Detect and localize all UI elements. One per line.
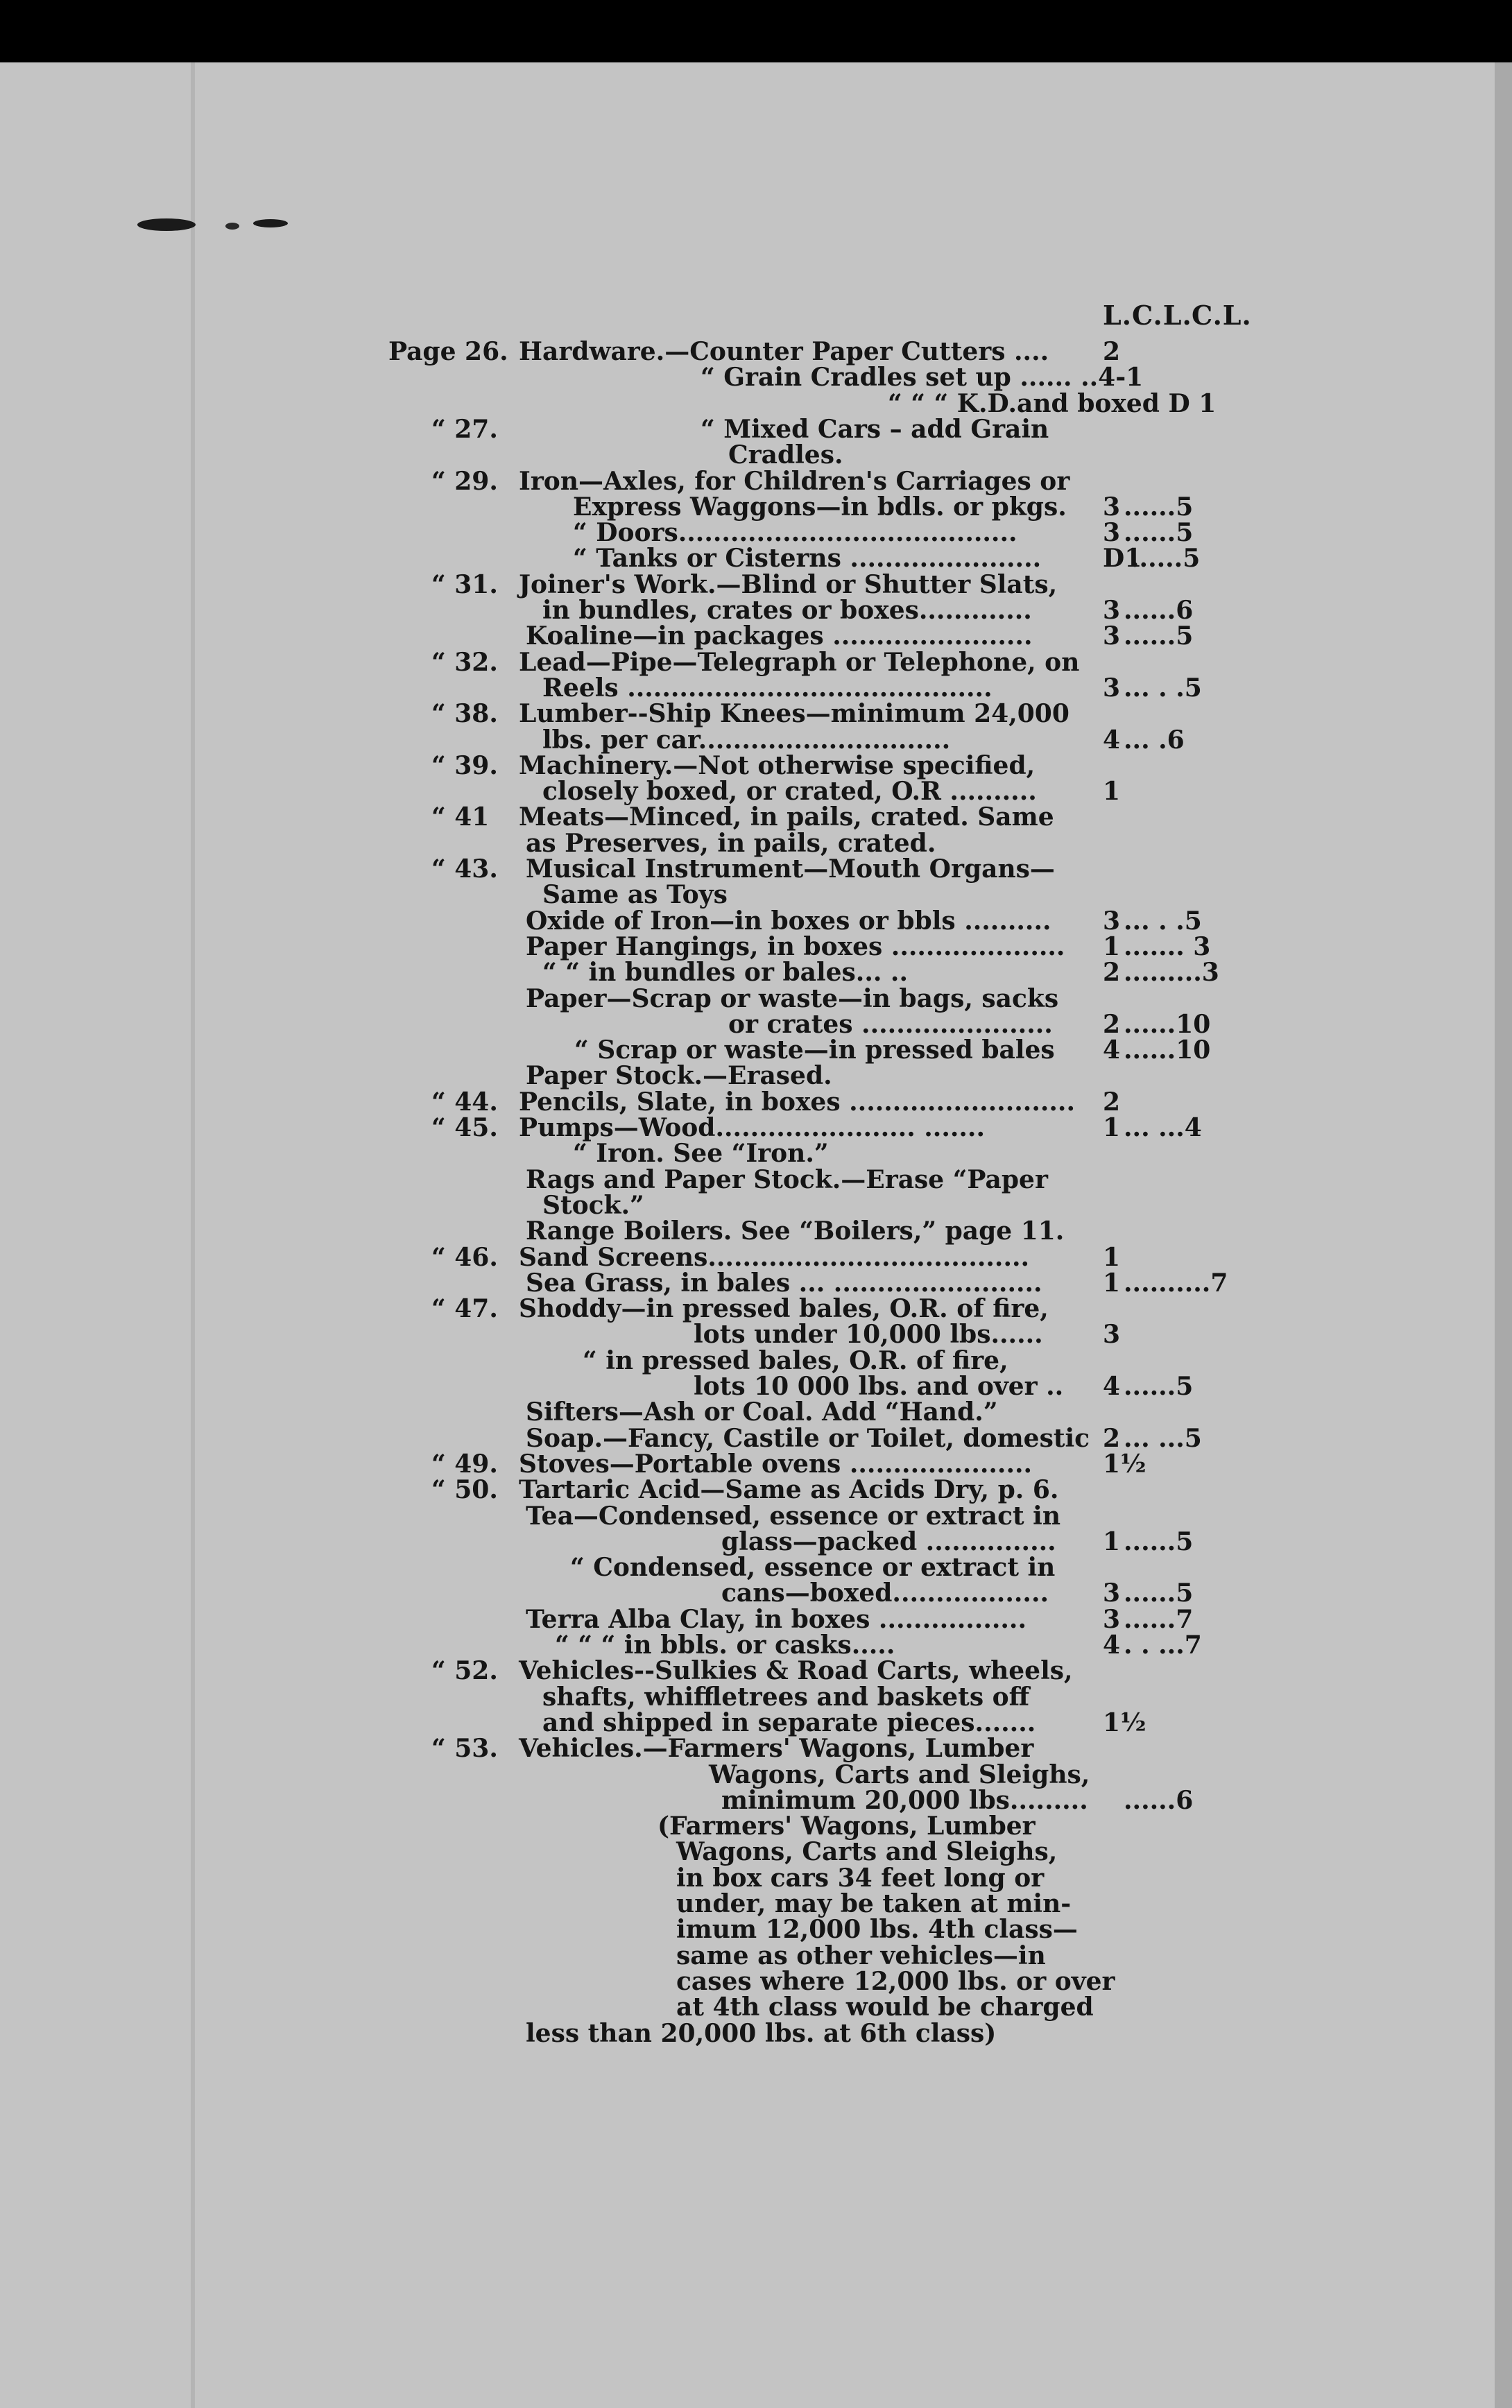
lcl-class-value: 3 bbox=[1103, 621, 1121, 651]
item-description: “ “ in bundles or bales... .. bbox=[542, 958, 908, 987]
item-description: (Farmers' Wagons, Lumber bbox=[658, 1812, 1036, 1841]
tariff-row bbox=[0, 1399, 1512, 1425]
tariff-row bbox=[0, 2020, 1512, 2047]
lcl-class-value: 1 bbox=[1103, 1113, 1121, 1142]
item-description: Wagons, Carts and Sleighs, bbox=[709, 1760, 1090, 1789]
tariff-row bbox=[0, 675, 1512, 701]
tariff-row bbox=[0, 804, 1512, 830]
item-description: Lead—Pipe—Telegraph or Telephone, on bbox=[519, 648, 1080, 677]
cl-class-value: ... ...5 bbox=[1124, 1424, 1202, 1453]
item-description: Paper Stock.—Erased. bbox=[526, 1061, 832, 1090]
cl-class-value: ......7 bbox=[1124, 1605, 1194, 1634]
tariff-row bbox=[0, 1580, 1512, 1606]
item-description: Vehicles.—Farmers' Wagons, Lumber bbox=[519, 1734, 1034, 1763]
cl-class-value: ......5 bbox=[1124, 621, 1194, 651]
tariff-row bbox=[0, 1865, 1512, 1891]
item-description: “ Tanks or Cisterns ...................... bbox=[573, 544, 1042, 573]
cl-class-value: ......10 bbox=[1124, 1035, 1211, 1065]
tariff-row bbox=[0, 986, 1512, 1012]
tariff-row bbox=[0, 364, 1512, 390]
item-description: lots under 10,000 lbs...... bbox=[694, 1320, 1043, 1349]
tariff-row bbox=[0, 934, 1512, 960]
tariff-row bbox=[0, 1839, 1512, 1865]
page-reference: “ 39. bbox=[431, 751, 498, 780]
item-description: Pencils, Slate, in boxes .......................... bbox=[519, 1087, 1075, 1117]
page-reference: “ 45. bbox=[431, 1113, 498, 1142]
lcl-class-value: 3 bbox=[1103, 673, 1121, 703]
item-description: or crates ...................... bbox=[728, 1010, 1053, 1039]
item-description: “ “ “ in bbls. or casks..... bbox=[555, 1631, 895, 1660]
item-description: Tartaric Acid—Same as Acids Dry, p. 6. bbox=[519, 1475, 1059, 1504]
tariff-row bbox=[0, 1425, 1512, 1452]
tariff-row bbox=[0, 959, 1512, 986]
tariff-row bbox=[0, 338, 1512, 365]
item-description: Paper Hangings, in boxes .................... bbox=[526, 932, 1065, 961]
cl-class-value: ... .6 bbox=[1124, 725, 1185, 755]
item-description: Vehicles--Sulkies & Road Carts, wheels, bbox=[519, 1656, 1073, 1685]
item-description: imum 12,000 lbs. 4th class— bbox=[676, 1915, 1078, 1944]
page-reference: “ 32. bbox=[431, 648, 498, 677]
tariff-row bbox=[0, 416, 1512, 442]
tariff-row bbox=[0, 1710, 1512, 1736]
cl-class-value: ......6 bbox=[1124, 596, 1194, 625]
lcl-class-value: 1½ bbox=[1103, 1450, 1146, 1479]
tariff-row bbox=[0, 1192, 1512, 1219]
cl-class-value: ... . .5 bbox=[1124, 906, 1202, 936]
tariff-row bbox=[0, 1735, 1512, 1762]
item-description: Shoddy—in pressed bales, O.R. of fire, bbox=[519, 1294, 1049, 1323]
item-description: lots 10 000 lbs. and over .. bbox=[694, 1372, 1064, 1401]
page-reference: “ 27. bbox=[431, 415, 498, 444]
tariff-row bbox=[0, 1606, 1512, 1633]
tariff-row bbox=[0, 1503, 1512, 1529]
item-description: Koaline—in packages ....................... bbox=[526, 621, 1033, 651]
lcl-class-value: 2 bbox=[1103, 1424, 1121, 1453]
item-description: Range Boilers. See “Boilers,” page 11. bbox=[526, 1216, 1065, 1246]
item-description: “ in pressed bales, O.R. of fire, bbox=[583, 1346, 1008, 1375]
tariff-row bbox=[0, 1373, 1512, 1400]
column-header-lcl: L.C.L. bbox=[1103, 300, 1192, 331]
tariff-row bbox=[0, 882, 1512, 908]
item-description: minimum 20,000 lbs......... bbox=[721, 1786, 1088, 1815]
lcl-class-value: D1 bbox=[1103, 544, 1142, 573]
item-description: Express Waggons—in bdls. or pkgs. bbox=[573, 492, 1067, 522]
item-description: Stock.” bbox=[542, 1191, 644, 1220]
lcl-class-value: 3 bbox=[1103, 1579, 1121, 1608]
lcl-class-value: 3 bbox=[1103, 492, 1121, 522]
page-reference: “ 50. bbox=[431, 1475, 498, 1504]
lcl-class-value: 3 bbox=[1103, 906, 1121, 936]
lcl-class-value: 4 bbox=[1103, 1035, 1121, 1065]
lcl-class-value: 1 bbox=[1103, 777, 1121, 806]
item-description: cases where 12,000 lbs. or over bbox=[676, 1967, 1115, 1996]
tariff-row bbox=[0, 545, 1512, 571]
tariff-row bbox=[0, 1270, 1512, 1296]
lcl-class-value: 1½ bbox=[1103, 1708, 1146, 1737]
item-description: “ Iron. See “Iron.” bbox=[573, 1139, 829, 1168]
tariff-row bbox=[0, 519, 1512, 546]
item-description: Reels .......................................... bbox=[542, 673, 993, 703]
item-description: Musical Instrument—Mouth Organs— bbox=[526, 854, 1055, 884]
item-description: closely boxed, or crated, O.R .......... bbox=[542, 777, 1037, 806]
tariff-row bbox=[0, 1916, 1512, 1943]
tariff-row bbox=[0, 752, 1512, 779]
tariff-row bbox=[0, 1658, 1512, 1684]
tariff-row bbox=[0, 1943, 1512, 1969]
tariff-row bbox=[0, 1167, 1512, 1193]
item-description: Stoves—Portable ovens ..................... bbox=[519, 1450, 1033, 1479]
tariff-row bbox=[0, 778, 1512, 805]
tariff-row bbox=[0, 1089, 1512, 1115]
page-reference: “ 52. bbox=[431, 1656, 498, 1685]
lcl-class-value: 2 bbox=[1103, 1010, 1121, 1039]
item-description: lbs. per car............................. bbox=[542, 725, 951, 755]
tariff-row bbox=[0, 856, 1512, 882]
tariff-row bbox=[0, 1762, 1512, 1788]
page-reference: “ 29. bbox=[431, 467, 498, 496]
item-description: Machinery.—Not otherwise specified, bbox=[519, 751, 1036, 780]
cl-class-value: ....... 3 bbox=[1124, 932, 1211, 961]
tariff-row bbox=[0, 1787, 1512, 1814]
page-reference: “ 53. bbox=[431, 1734, 498, 1763]
tariff-row bbox=[0, 494, 1512, 520]
item-description: cans—boxed.................. bbox=[721, 1579, 1049, 1608]
tariff-row bbox=[0, 1477, 1512, 1503]
tariff-row bbox=[0, 1632, 1512, 1658]
lcl-class-value: 3 bbox=[1103, 596, 1121, 625]
item-description: as Preserves, in pails, crated. bbox=[526, 829, 936, 858]
cl-class-value: ..........7 bbox=[1124, 1268, 1228, 1298]
tariff-row bbox=[0, 1063, 1512, 1089]
tariff-row bbox=[0, 727, 1512, 753]
tariff-row bbox=[0, 1037, 1512, 1063]
tariff-row bbox=[0, 1321, 1512, 1348]
cl-class-value: . . ...7 bbox=[1124, 1631, 1202, 1660]
tariff-row bbox=[0, 1115, 1512, 1141]
item-description: Oxide of Iron—in boxes or bbls .......... bbox=[526, 906, 1051, 936]
tariff-row bbox=[0, 1891, 1512, 1917]
page-reference: Page 26. bbox=[388, 337, 508, 366]
cl-class-value: ... ...4 bbox=[1124, 1113, 1202, 1142]
item-description: “ Grain Cradles set up ...... ..4-1 bbox=[701, 363, 1144, 392]
item-description: Cradles. bbox=[728, 440, 843, 470]
tariff-row bbox=[0, 1554, 1512, 1581]
lcl-class-value: 1 bbox=[1103, 1243, 1121, 1272]
item-description: Hardware.—Counter Paper Cutters .... bbox=[519, 337, 1049, 366]
tariff-row bbox=[0, 1968, 1512, 1995]
lcl-class-value: 1 bbox=[1103, 932, 1121, 961]
tariff-row bbox=[0, 390, 1512, 417]
page-reference: “ 47. bbox=[431, 1294, 498, 1323]
cl-class-value: ......5 bbox=[1124, 1579, 1194, 1608]
lcl-class-value: 4 bbox=[1103, 1631, 1121, 1660]
item-description: Iron—Axles, for Children's Carriages or bbox=[519, 467, 1070, 496]
tariff-row bbox=[0, 1451, 1512, 1477]
tariff-row bbox=[0, 1218, 1512, 1244]
tariff-row bbox=[0, 700, 1512, 727]
cl-class-value: ......5 bbox=[1124, 1527, 1194, 1556]
item-description: in bundles, crates or boxes............. bbox=[542, 596, 1032, 625]
page-reference: “ 31. bbox=[431, 570, 498, 599]
cl-class-value: ......10 bbox=[1124, 1010, 1211, 1039]
item-description: “ Mixed Cars – add Grain bbox=[701, 415, 1049, 444]
tariff-row bbox=[0, 442, 1512, 468]
page-reference: “ 44. bbox=[431, 1087, 498, 1117]
item-description: shafts, whiffletrees and baskets off bbox=[542, 1683, 1030, 1712]
item-description: Paper—Scrap or waste—in bags, sacks bbox=[526, 984, 1059, 1013]
lcl-class-value: 2 bbox=[1103, 958, 1121, 987]
item-description: Wagons, Carts and Sleighs, bbox=[676, 1837, 1058, 1866]
column-header-cl: C.L. bbox=[1192, 300, 1252, 331]
item-description: and shipped in separate pieces....... bbox=[542, 1708, 1036, 1737]
item-description: Pumps—Wood....................... ....... bbox=[519, 1113, 985, 1142]
page-reference: “ 46. bbox=[431, 1243, 498, 1272]
page-reference: “ 49. bbox=[431, 1450, 498, 1479]
tariff-row bbox=[0, 623, 1512, 649]
tariff-row bbox=[0, 649, 1512, 676]
lcl-class-value: 1 bbox=[1103, 1268, 1121, 1298]
tariff-row bbox=[0, 1011, 1512, 1038]
item-description: Meats—Minced, in pails, crated. Same bbox=[519, 802, 1054, 832]
tariff-row bbox=[0, 1140, 1512, 1167]
lcl-class-value: 3 bbox=[1103, 1605, 1121, 1634]
cl-class-value: ......5 bbox=[1124, 492, 1194, 522]
ink-smudge-mark bbox=[135, 216, 295, 234]
item-description: under, may be taken at min- bbox=[676, 1889, 1072, 1918]
tariff-row bbox=[0, 908, 1512, 934]
tariff-row bbox=[0, 597, 1512, 624]
item-description: glass—packed ............... bbox=[721, 1527, 1056, 1556]
item-description: Joiner's Work.—Blind or Shutter Slats, bbox=[519, 570, 1058, 599]
lcl-class-value: 1 bbox=[1103, 1527, 1121, 1556]
item-description: Terra Alba Clay, in boxes ................. bbox=[526, 1605, 1026, 1634]
item-description: Lumber--Ship Knees—minimum 24,000 bbox=[519, 699, 1069, 728]
tariff-row bbox=[0, 468, 1512, 495]
tariff-row bbox=[0, 1994, 1512, 2020]
item-description: “ Condensed, essence or extract in bbox=[570, 1553, 1056, 1582]
tariff-row bbox=[0, 1813, 1512, 1839]
page-reference: “ 41 bbox=[431, 802, 490, 832]
lcl-class-value: 3 bbox=[1103, 1320, 1121, 1349]
tariff-row bbox=[0, 1529, 1512, 1555]
tariff-row bbox=[0, 1296, 1512, 1322]
item-description: same as other vehicles—in bbox=[676, 1941, 1046, 1970]
item-description: Sifters—Ash or Coal. Add “Hand.” bbox=[526, 1398, 998, 1427]
cl-class-value: ......5 bbox=[1124, 1372, 1194, 1401]
page-reference: “ 38. bbox=[431, 699, 498, 728]
cl-class-value: ......5 bbox=[1124, 518, 1194, 547]
page-reference: “ 43. bbox=[431, 854, 498, 884]
item-description: Tea—Condensed, essence or extract in bbox=[526, 1502, 1060, 1531]
lcl-class-value: 2 bbox=[1103, 1087, 1121, 1117]
item-description: at 4th class would be charged bbox=[676, 1993, 1094, 2022]
item-description: Soap.—Fancy, Castile or Toilet, domestic bbox=[526, 1424, 1090, 1453]
item-description: “ “ “ K.D.and boxed D 1 bbox=[888, 389, 1217, 418]
cl-class-value: ... . .5 bbox=[1124, 673, 1202, 703]
cl-class-value: ......5 bbox=[1131, 544, 1201, 573]
cl-class-value: ......6 bbox=[1124, 1786, 1194, 1815]
tariff-row bbox=[0, 1244, 1512, 1271]
item-description: “ Doors....................................... bbox=[573, 518, 1017, 547]
tariff-row bbox=[0, 1348, 1512, 1374]
tariff-row bbox=[0, 830, 1512, 857]
lcl-class-value: 4 bbox=[1103, 725, 1121, 755]
item-description: less than 20,000 lbs. at 6th class) bbox=[526, 2019, 997, 2048]
item-description: “ Scrap or waste—in pressed bales bbox=[574, 1035, 1055, 1065]
item-description: Sand Screens..................................... bbox=[519, 1243, 1030, 1272]
lcl-class-value: 4 bbox=[1103, 1372, 1121, 1401]
item-description: in box cars 34 feet long or bbox=[676, 1864, 1045, 1893]
tariff-row bbox=[0, 571, 1512, 598]
item-description: Rags and Paper Stock.—Erase “Paper bbox=[526, 1165, 1048, 1194]
cl-class-value: .........3 bbox=[1124, 958, 1219, 987]
tariff-row bbox=[0, 1684, 1512, 1710]
item-description: Sea Grass, in bales ... ........................ bbox=[526, 1268, 1042, 1298]
lcl-class-value: 3 bbox=[1103, 518, 1121, 547]
lcl-class-value: 2 bbox=[1103, 337, 1121, 366]
item-description: Same as Toys bbox=[542, 880, 728, 909]
